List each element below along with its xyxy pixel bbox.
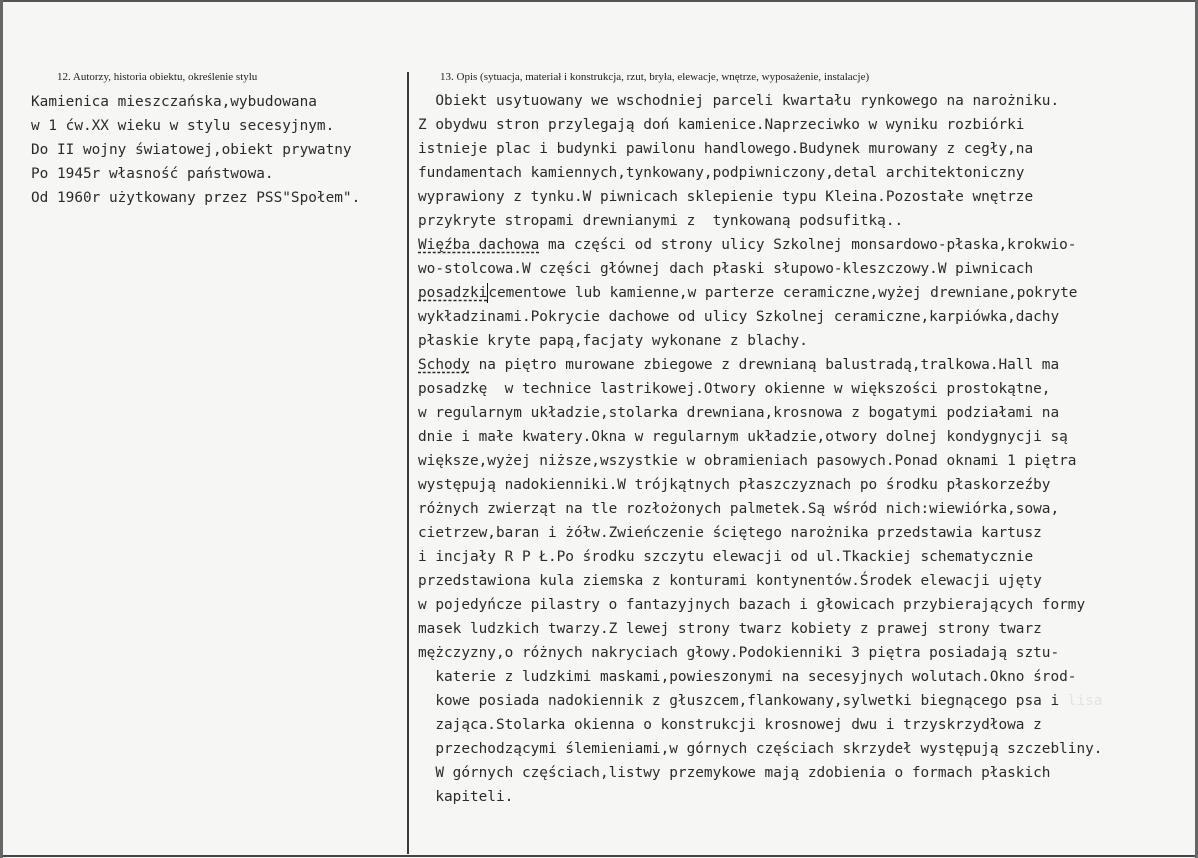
description-line: posadzkę w technice lastrikowej.Otwory okienne w większości prostokątne, bbox=[418, 381, 1051, 397]
description-line: Z obydwu stron przylegają doń kamienice.Naprzeciwko w wyniku rozbiórki bbox=[418, 117, 1025, 133]
description-line: i incjały R P Ł.Po środku szczytu elewacji od ul.Tkackiej schematycznie bbox=[418, 549, 1034, 565]
underlined-term: Schody bbox=[418, 357, 470, 373]
description-line: masek ludzkich twarzy.Z lewej strony twarz kobiety z prawej strony twarz bbox=[418, 621, 1042, 637]
underlined-term: Więźba dachowa bbox=[418, 237, 540, 253]
description-line: przedstawiona kula ziemska z konturami kontynentów.Środek elewacji ujęty bbox=[418, 573, 1042, 589]
description-line: istnieje plac i budynki pawilonu handlowego.Budynek murowany z cegły,na bbox=[418, 141, 1034, 157]
description-line-text: cementowe lub kamienne,w parterze ceramiczne,wyżej drewniane,pokryte bbox=[488, 285, 1078, 301]
section-12-header: 12. Autorzy, historia obiektu, określenie stylu bbox=[57, 71, 258, 83]
description-line: mężczyzny,o różnych nakryciach głowy.Podokienniki 3 piętra posiadają sztu- bbox=[418, 645, 1060, 661]
history-line: w 1 ćw.XX wieku w stylu secesyjnym. bbox=[31, 118, 335, 134]
section-13-header: 13. Opis (sytuacja, materiał i konstrukcja, rzut, bryła, elewacje, wnętrze, wyposażenie, instalacje) bbox=[440, 71, 870, 83]
description-line bbox=[418, 353, 1198, 377]
description-line: różnych zwierząt na tle rozłożonych palmetek.Są wśród nich:wiewiórka,sowa, bbox=[418, 501, 1060, 517]
description-line: zająca.Stolarka okienna o konstrukcji krosnowej dwu i trzyskrzydłowa z bbox=[418, 717, 1042, 733]
column-divider bbox=[407, 72, 409, 854]
frame-left-border bbox=[0, 0, 3, 858]
description-line: przechodzącymi ślemieniami,w górnych częściach skrzydeł występują szczebliny. bbox=[418, 741, 1103, 757]
description-line: płaskie kryte papą,facjaty wykonane z blachy. bbox=[418, 333, 808, 349]
description-line: katerie z ludzkimi maskami,powieszonymi na secesyjnych wolutach.Okno środ- bbox=[418, 669, 1077, 685]
history-line: Do II wojny światowej,obiekt prywatny bbox=[31, 142, 352, 158]
description-line: przykryte stropami drewnianymi z tynkowaną podsufitką.. bbox=[418, 213, 904, 229]
description-line bbox=[418, 689, 1198, 713]
description-line: wo-stolcowa.W części głównej dach płaski słupowo-kleszczowy.W piwnicach bbox=[418, 261, 1034, 277]
description-line: cietrzew,baran i żółw.Zwieńczenie ściętego narożnika przedstawia kartusz bbox=[418, 525, 1042, 541]
description-line: w pojedyńcze pilastry o fantazyjnych bazach i głowicach przybierających formy bbox=[418, 597, 1086, 613]
description-line: fundamentach kamiennych,tynkowany,podpiwniczony,detal architektoniczny bbox=[418, 165, 1025, 181]
history-line: Kamienica mieszczańska,wybudowana bbox=[31, 94, 317, 110]
description-line: występują nadokienniki.W trójkątnych płaszczyznach po środku płaskorzeźby bbox=[418, 477, 1051, 493]
description-line bbox=[418, 281, 1198, 305]
description-line: dnie i małe kwatery.Okna w regularnym układzie,otwory dolnej kondygnycji są bbox=[418, 429, 1068, 445]
description-line: W górnych częściach,listwy przemykowe mają zdobienia o formach płaskich bbox=[418, 765, 1051, 781]
history-line: Od 1960r użytkowany przez PSS"Społem". bbox=[31, 190, 361, 206]
description-column bbox=[418, 89, 1198, 809]
underlined-term: posadzki bbox=[418, 285, 488, 301]
description-line-text: ma części od strony ulicy Szkolnej monsardowo-płaska,krokwio- bbox=[539, 237, 1077, 253]
description-line-text: na piętro murowane zbiegowe z drewnianą balustradą,tralkowa.Hall ma bbox=[469, 357, 1060, 373]
description-line: wykładzinami.Pokrycie dachowe od ulicy Szkolnej ceramiczne,karpiówka,dachy bbox=[418, 309, 1060, 325]
frame-bottom-border bbox=[0, 855, 1198, 857]
description-line: Obiekt usytuowany we wschodniej parceli kwartału rynkowego na narożniku. bbox=[418, 93, 1060, 109]
description-line: wyprawiony z tynku.W piwnicach sklepienie typu Kleina.Pozostałe wnętrze bbox=[418, 189, 1034, 205]
faint-text: lisa bbox=[1067, 693, 1103, 709]
history-column bbox=[31, 90, 360, 210]
description-line bbox=[418, 233, 1198, 257]
history-line: Po 1945r własność państwowa. bbox=[31, 166, 274, 182]
description-line: większe,wyżej niższe,wszystkie w obramieniach pasowych.Ponad oknami 1 piętra bbox=[418, 453, 1077, 469]
description-line: kapiteli. bbox=[418, 789, 514, 805]
frame-top-border bbox=[0, 0, 1198, 2]
description-line: w regularnym układzie,stolarka drewniana,krosnowa z bogatymi podziałami na bbox=[418, 405, 1060, 421]
description-line-text: kowe posiada nadokiennik z głuszcem,flankowany,sylwetki biegnącego psa i bbox=[418, 693, 1068, 709]
